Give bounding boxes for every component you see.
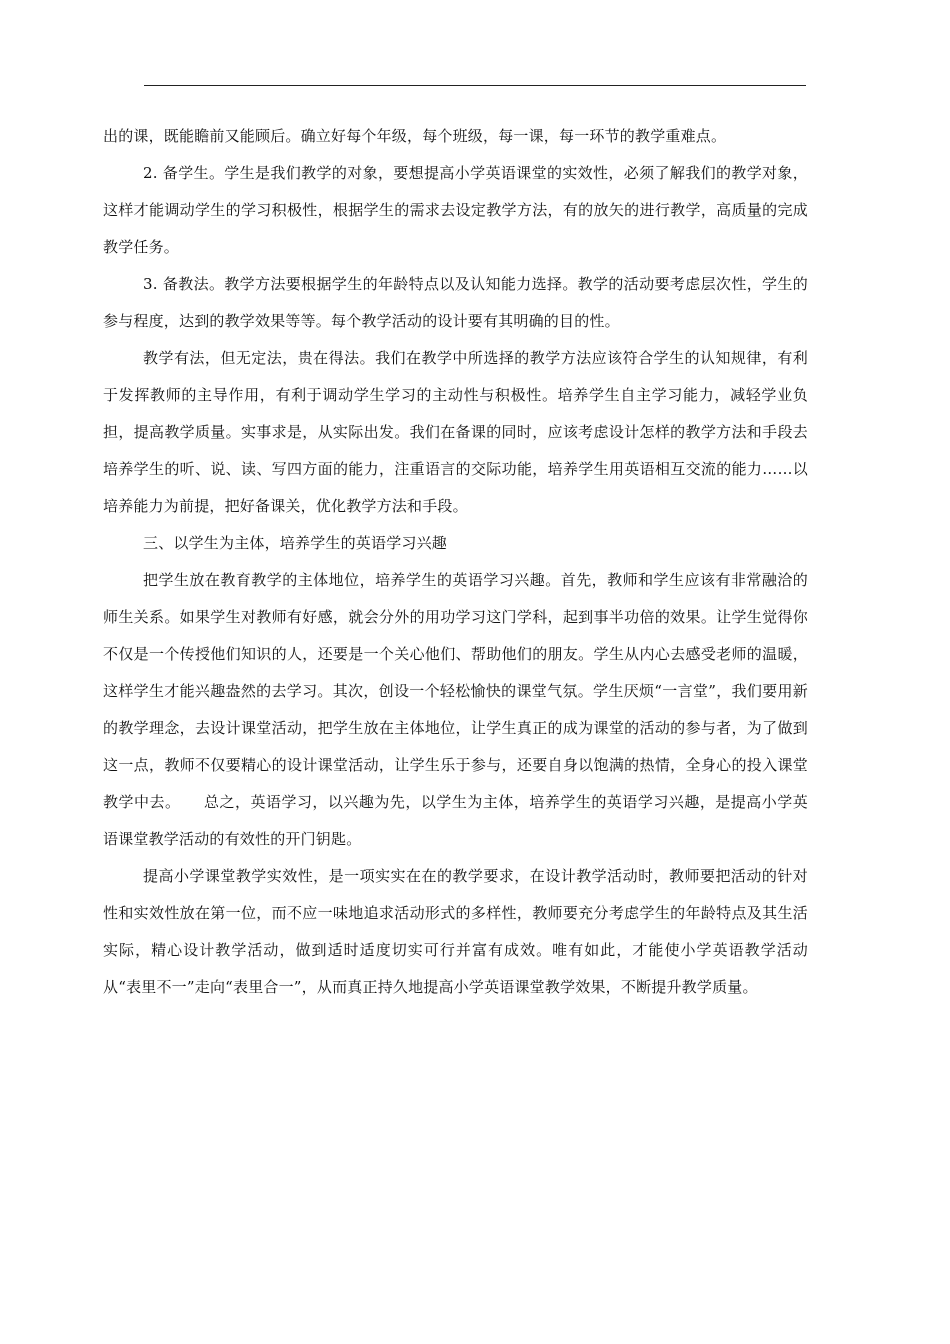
paragraph: 教学有法，但无定法，贵在得法。我们在教学中所选择的教学方法应该符合学生的认知规律，有利于发挥教师的主导作用，有利于调动学生学习的主动性与积极性。培养学生自主学习能力，减轻学业负担，提高教学质量。实事求是，从实际出发。我们在备课的同时，应该考虑设计怎样的教学方法和手段去培养学生的听、说、读、写四方面的能力，注重语言的交际功能，培养学生用英语相互交流的能力……以培养能力为前提，把好备课关，优化教学方法和手段。 (103, 349, 808, 515)
section-heading: 三、以学生为主体，培养学生的英语学习兴趣 (143, 534, 448, 552)
paragraph: 提高小学课堂教学实效性，是一项实实在在的教学要求，在设计教学活动时，教师要把活动的针对性和实效性放在第一位，而不应一味地追求活动形式的多样性，教师要充分考虑学生的年龄特点及其生活实际，精心设计教学活动，做到适时适度切实可行并富有成效。唯有如此，才能使小学英语教学活动从“表里不一”走向“表里合一”，从而真正持久地提高小学英语课堂教学效果，不断提升教学质量。 (103, 867, 808, 996)
paragraph: 3. 备教法。教学方法要根据学生的年龄特点以及认知能力选择。教学的活动要考虑层次性，学生的参与程度，达到的教学效果等等。每个教学活动的设计要有其明确的目的性。 (103, 275, 808, 330)
paragraph: 出的课，既能瞻前又能顾后。确立好每个年级，每个班级，每一课，每一环节的教学重难点。 (103, 127, 727, 145)
paragraph: 把学生放在教育教学的主体地位，培养学生的英语学习兴趣。首先，教师和学生应该有非常融洽的师生关系。如果学生对教师有好感，就会分外的用功学习这门学科，起到事半功倍的效果。让学生觉得你不仅是一个传授他们知识的人，还要是一个关心他们、帮助他们的朋友。学生从内心去感受老师的温暖，这样学生才能兴趣盎然的去学习。其次，创设一个轻松愉快的课堂气氛。学生厌烦“一言堂”，我们要用新的教学理念，去设计课堂活动，把学生放在主体地位，让学生真正的成为课堂的活动的参与者，为了做到这一点，教师不仅要精心的设计课堂活动，让学生乐于参与，还要自身以饱满的热情，全身心的投入课堂教学中去。 总之，英语学习，以兴趣为先，以学生为主体，培养学生的英语学习兴趣，是提高小学英语课堂教学活动的有效性的开门钥匙。 (103, 571, 808, 848)
header-rule (144, 85, 806, 86)
document-body (103, 118, 808, 1006)
paragraph: 2. 备学生。学生是我们教学的对象，要想提高小学英语课堂的实效性，必须了解我们的教学对象，这样才能调动学生的学习积极性，根据学生的需求去设定教学方法，有的放矢的进行教学，高质量的完成教学任务。 (103, 164, 808, 256)
